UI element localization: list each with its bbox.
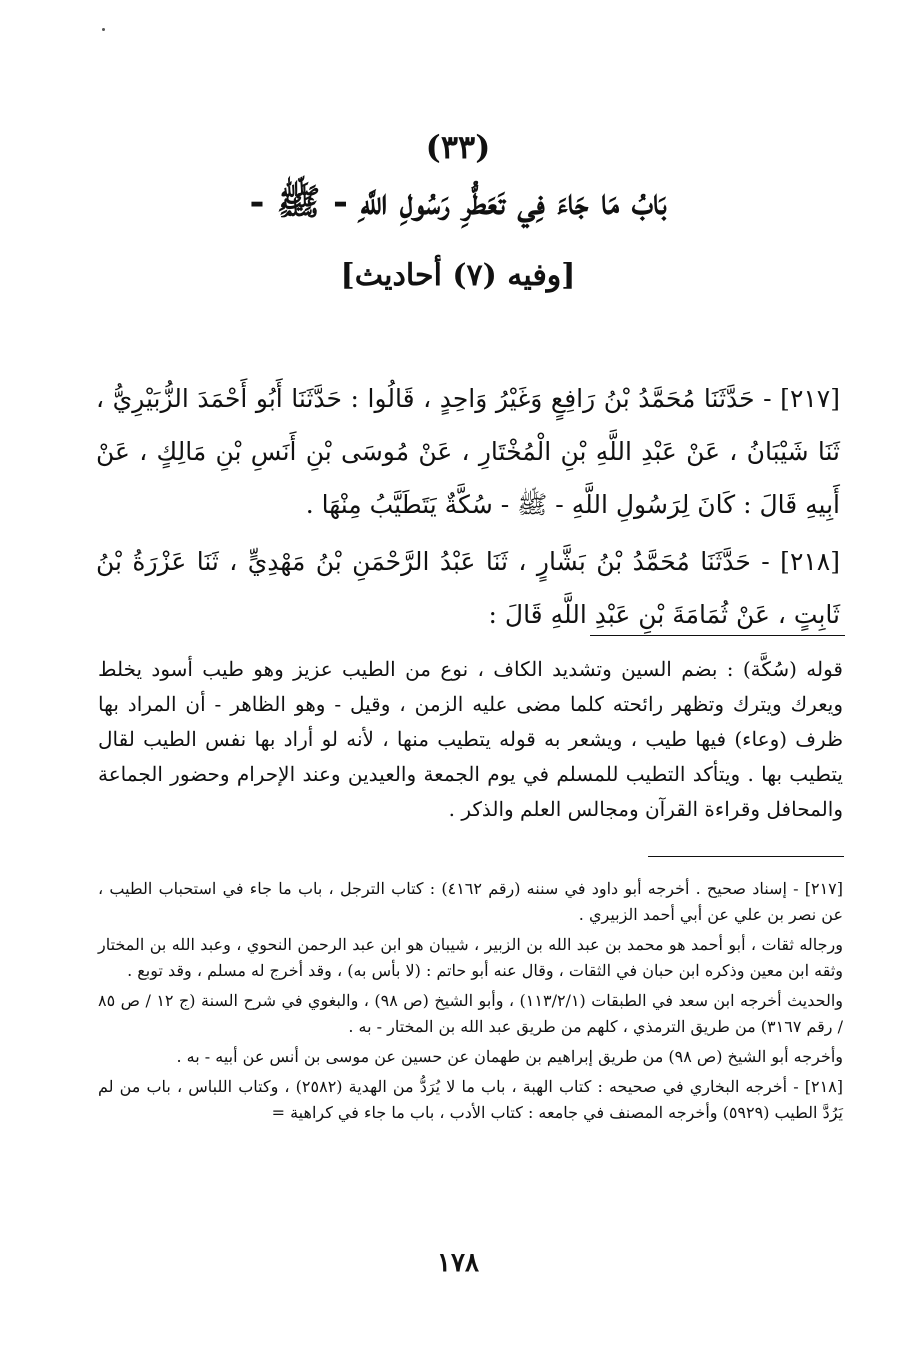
commentary-divider <box>590 635 845 636</box>
chapter-subtitle: [وفيه (٧) أحاديث] <box>340 258 576 293</box>
hadith-218: [٢١٨] - حَدَّثَنَا مُحَمَّدُ بْنُ بَشَّارٍ ، ثَنَا عَبْدُ الرَّحْمَنِ بْنُ مَهْدِيٍّ ، ثَنَا عَزْرَةُ بْنُ ثَابِتٍ ، عَنْ ثُمَامَةَ بْنِ عَبْدِ اللَّهِ قَالَ : <box>96 547 840 629</box>
footnote-218: [٢١٨] - أخرجه البخاري في صحيحه : كتاب الهبة ، باب ما لا يُرَدُّ من الهدية (٢٥٨٢) ، وكتاب اللباس ، باب من لم يَرُدَّ الطيب (٥٩٢٩) وأخرجه المصنف في جامعه : كتاب الأدب ، باب ما جاء في كراهية = <box>98 1077 844 1122</box>
footnote-217-sources: والحديث أخرجه ابن سعد في الطبقات (١١٣/٢/١) ، وأبو الشيخ (ص ٩٨) ، والبغوي في شرح السنة (ج ١٢ / ص ٨٥ / رقم ٣١٦٧) من طريق الترمذي ، كلهم من طريق عبد الله بن المختار - به . <box>98 991 844 1036</box>
footnote-217-abu-shaykh: وأخرجه أبو الشيخ (ص ٩٨) من طريق إبراهيم بن طهمان عن حسين عن موسى بن أنس عن أبيه - به . <box>176 1047 843 1066</box>
commentary-paragraph: قوله (سُكَّة) : بضم السين وتشديد الكاف ، نوع من الطيب عزيز وهو طيب أسود يخلط ويعرك ويترك وتظهر رائحته كلما مضى عليه الزمن ، وقيل - وهو الظاهر - أن المراد بها ظرف (وعاء) فيها طيب ، ويشعر به قوله يتطيب منها ، لأنه لو أراد بها نفس الطيب لقال يتطيب بها . ويتأكد التطيب للمسلم في يوم الجمعة والعيدين وعند الإحرام وحضور الجماعة والمحافل وقراءة القرآن ومجالس العلم والذكر . <box>98 657 843 821</box>
footnote-217-narrators: ورجاله ثقات ، أبو أحمد هو محمد بن عبد الله بن الزبير ، شيبان هو ابن عبد الرحمن النحوي ، وعبد الله بن المختار وثقه ابن معين وذكره ابن حبان في الثقات ، وقال عنه أبو حاتم : (لا بأس به) ، وقد أخرج له مسلم ، وقد توبع . <box>98 935 843 980</box>
chapter-title: بَابُ مَا جَاءَ فِي تَعَطُّرِ رَسُولِ اللَّهِ - ﷺ - <box>249 181 667 223</box>
chapter-number: (٣٣) <box>425 128 491 166</box>
footnote-217-takhrij: [٢١٧] - إسناد صحيح . أخرجه أبو داود في سننه (رقم ٤١٦٢) : كتاب الترجل ، باب ما جاء في استحباب الطيب ، عن نصر بن علي عن أبي أحمد الزبيري . <box>98 879 844 924</box>
footnotes <box>98 876 843 1130</box>
hadith-217: [٢١٧] - حَدَّثَنَا مُحَمَّدُ بْنُ رَافِعٍ وَغَيْرُ وَاحِدٍ ، قَالُوا : حَدَّثَنَا أَبُو أَحْمَدَ الزُّبَيْرِيُّ ، ثَنَا شَيْبَانُ ، عَنْ عَبْدِ اللَّهِ بْنِ الْمُخْتَارِ ، عَنْ مُوسَى بْنِ أَنَسِ بْنِ مَالِكٍ ، عَنْ أَبِيهِ قَالَ : كَانَ لِرَسُولِ اللَّهِ - ﷺ - سُكَّةٌ يَتَطَيَّبُ مِنْهَا . <box>96 384 840 519</box>
footnotes-divider <box>648 856 844 857</box>
page-number: ١٧٨ <box>437 1248 479 1278</box>
scan-speck <box>102 28 105 31</box>
